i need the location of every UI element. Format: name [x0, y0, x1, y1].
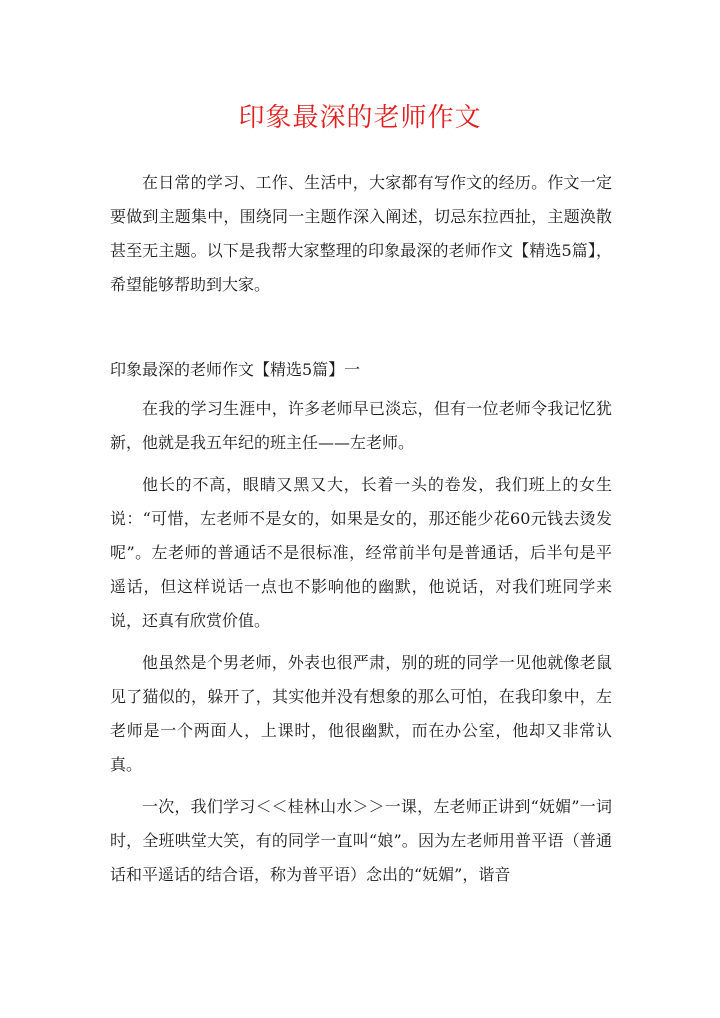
document-title: 印象最深的老师作文 [238, 103, 482, 133]
intro-paragraph: 在日常的学习、工作、生活中，大家都有写作文的经历。作文一定要做到主题集中，围绕同一主题作深入阐述，切忌东拉西扯，主题涣散甚至无主题。以下是我帮大家整理的印象最深的老师作文【精选5篇】，希望能够帮助到大家。 [110, 173, 612, 294]
paragraph: 一次，我们学习＜＜桂林山水＞＞一课，左老师正讲到“妩媚”一词时，全班哄堂大笑，有的同学一直叫“娘”。因为左老师用普平语（普通话和平遥话的结合语，称为普平语）念出的“妩媚”，谐音 [110, 797, 612, 884]
paragraph: 在我的学习生涯中，许多老师早已淡忘，但有一位老师令我记忆犹新，他就是我五年纪的班主任——左老师。 [110, 399, 612, 452]
paragraph: 他长的不高，眼睛又黑又大，长着一头的卷发，我们班上的女生说：“可惜，左老师不是女的，如果是女的，那还能少花60元钱去烫发呢”。左老师的普通话不是很标准，经常前半句是普通话，后半句是平遥话，但这样说话一点也不影响他的幽默，他说话，对我们班同学来说，还真有欣赏价值。 [110, 475, 612, 630]
section-heading: 印象最深的老师作文【精选5篇】一 [110, 360, 361, 379]
paragraph: 他虽然是个男老师，外表也很严肃，别的班的同学一见他就像老鼠见了猫似的，躲开了，其实他并没有想象的那么可怕，在我印象中，左老师是一个两面人，上课时，他很幽默，而在办公室，他却又非常认真。 [110, 653, 612, 774]
essay-body [110, 392, 612, 900]
